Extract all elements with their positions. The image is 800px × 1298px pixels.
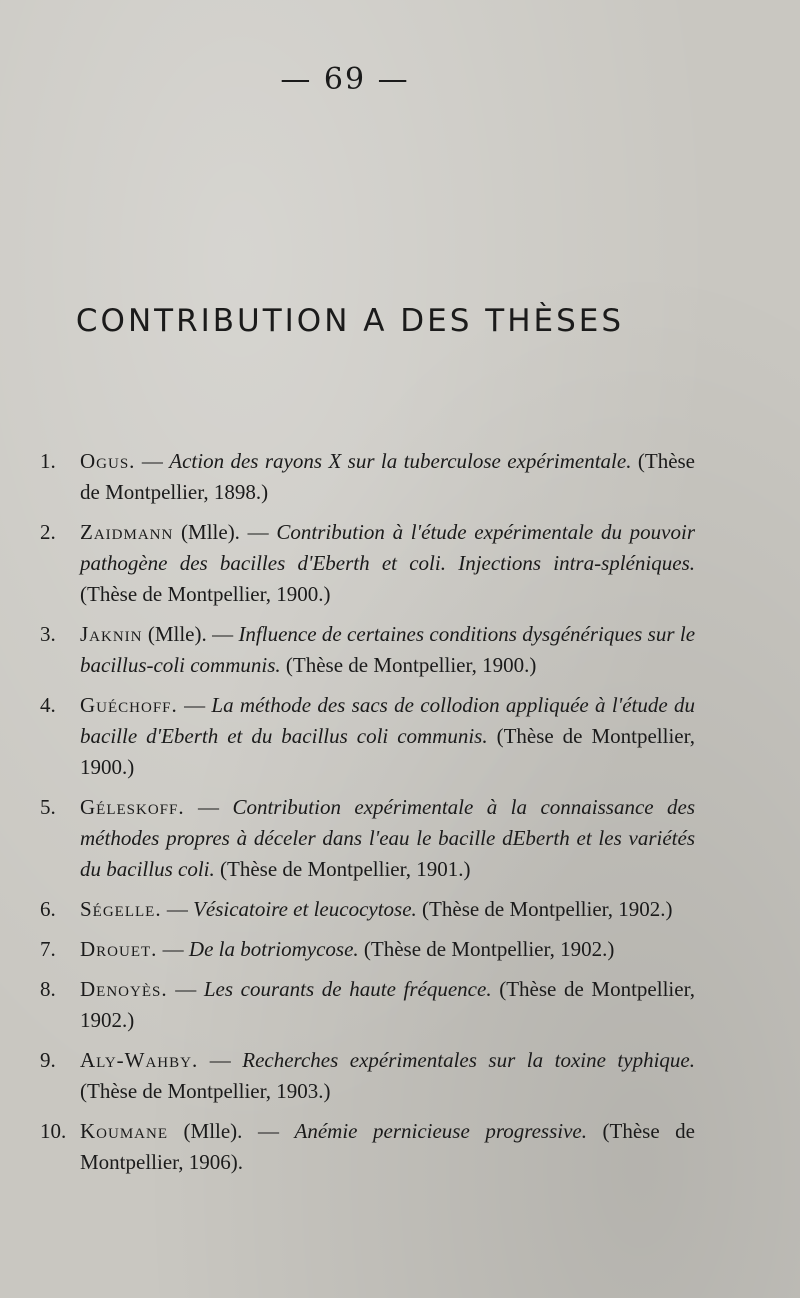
entry-author-note: (Mlle). — [142, 622, 207, 646]
list-item — [40, 1116, 695, 1178]
entry-dash: — — [198, 1048, 243, 1072]
entry-dash: — — [177, 693, 212, 717]
entry-author: Ségelle. — [80, 897, 162, 921]
entry-dash: — — [184, 795, 233, 819]
entry-citation: (Thèse de Montpellier, 1898.) — [80, 449, 696, 504]
entry-number: 1. — [40, 449, 56, 473]
entry-title: Vésicatoire et leucocytose. — [193, 897, 417, 921]
list-item — [40, 792, 695, 885]
entry-author: Koumane — [80, 1119, 168, 1143]
page-heading: CONTRIBUTION A DES THÈSES — [75, 302, 625, 339]
entry-author: Aly-Wahby. — [80, 1048, 199, 1072]
list-item — [40, 934, 695, 965]
list-item — [40, 517, 695, 610]
entry-title: Action des rayons X sur la tuberculose expérimentale. — [169, 449, 632, 473]
entry-dash: — — [167, 977, 204, 1001]
entry-author: Zaidmann — [80, 520, 174, 544]
entry-citation: (Thèse de Montpellier, 1902.) — [416, 897, 673, 921]
entry-title: Recherches expérimentales sur la toxine typhique. — [242, 1048, 695, 1072]
entry-number: 8. — [40, 977, 56, 1001]
entry-title: Contribution à l'étude expérimentale du pouvoir pathogène des bacilles d'Eberth et coli. Injections intra-spléniques. — [80, 520, 695, 575]
entry-citation: (Thèse de Montpellier, 1903.) — [80, 1079, 331, 1103]
entry-number: 9. — [40, 1048, 56, 1072]
entry-title: Influence de certaines conditions dysgénériques sur le bacillus-coli communis. — [80, 622, 696, 677]
entry-author: Guéchoff. — [80, 693, 178, 717]
entry-number: 2. — [40, 520, 56, 544]
list-item — [40, 894, 695, 925]
entry-number: 10. — [40, 1119, 67, 1143]
entry-title: La méthode des sacs de collodion appliquée à l'étude du bacille d'Eberth et du bacillus coli communis. — [80, 693, 695, 748]
entry-author: Jaknin — [80, 622, 143, 646]
entry-citation: (Thèse de Montpellier, 1900.) — [80, 724, 695, 779]
entry-number: 4. — [40, 693, 56, 717]
entry-dash: — — [135, 449, 170, 473]
entry-citation: (Thèse de Montpellier, 1900.) — [280, 653, 537, 677]
entry-number: 3. — [40, 622, 56, 646]
entry-citation: (Thèse de Montpellier, 1902.) — [358, 937, 615, 961]
entry-author: Denoyès. — [80, 977, 168, 1001]
entry-title: Anémie pernicieuse progressive. — [294, 1119, 587, 1143]
list-item — [40, 1045, 695, 1107]
entry-dash: — — [239, 520, 277, 544]
entry-author: Ogus. — [80, 449, 136, 473]
thesis-list — [40, 446, 695, 1187]
entry-number: 7. — [40, 937, 56, 961]
entry-title: De la botriomycose. — [188, 937, 359, 961]
entry-dash: — — [157, 937, 189, 961]
entry-citation: (Thèse de Montpellier, 1901.) — [214, 857, 471, 881]
list-item — [40, 974, 695, 1036]
entry-dash: — — [161, 897, 194, 921]
entry-title: Contribution expérimentale à la connaissance des méthodes propres à déceler dans l'eau le bacille dEberth et les variétés du bacillus coli. — [80, 795, 695, 881]
entry-author-note: (Mlle). — [168, 1119, 243, 1143]
entry-citation: (Thèse de Montpellier, 1902.) — [80, 977, 695, 1032]
entry-dash: — — [206, 622, 239, 646]
list-item — [40, 446, 695, 508]
entry-number: 6. — [40, 897, 56, 921]
entry-author-note: (Mlle). — [173, 520, 240, 544]
page-number: — 69 — — [280, 62, 410, 97]
list-item — [40, 690, 695, 783]
entry-author: Drouet. — [80, 937, 158, 961]
entry-title: Les courants de haute fréquence. — [203, 977, 492, 1001]
entry-dash: — — [242, 1119, 295, 1143]
list-item — [40, 619, 695, 681]
entry-number: 5. — [40, 795, 56, 819]
entry-citation: (Thèse de Montpellier, 1900.) — [80, 582, 331, 606]
entry-author: Géleskoff. — [80, 795, 185, 819]
entry-citation: (Thèse de Montpellier, 1906). — [80, 1119, 696, 1174]
